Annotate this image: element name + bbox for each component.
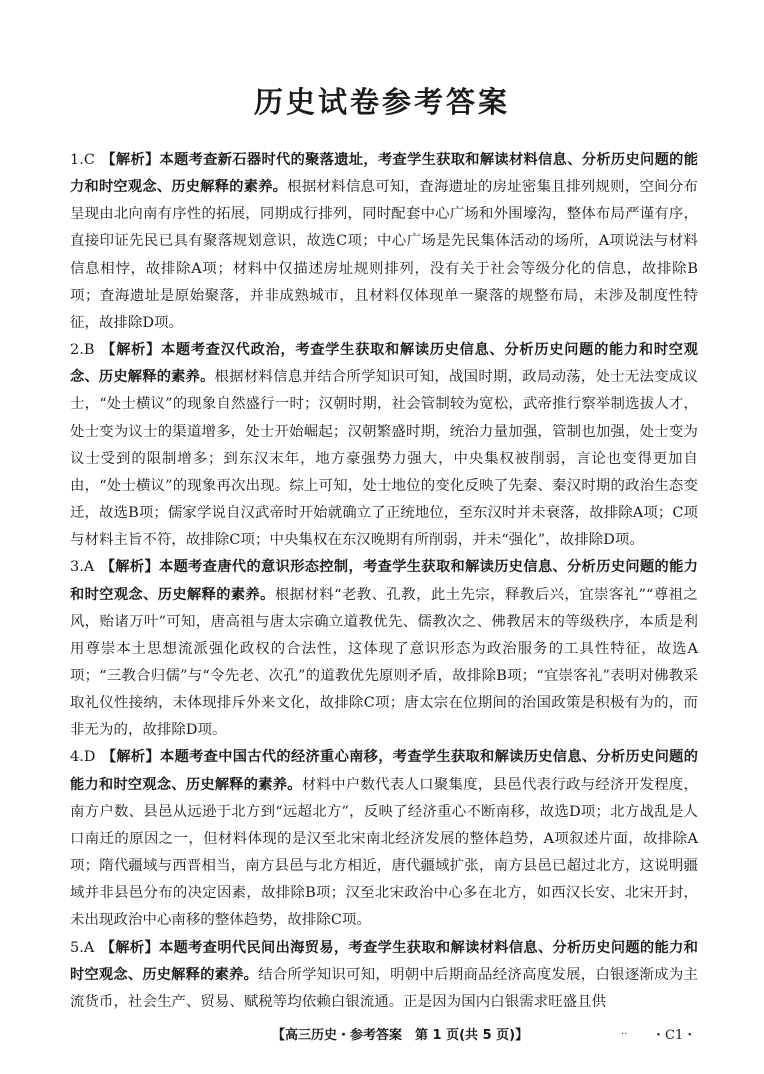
page-title: 历史试卷参考答案 <box>253 85 510 119</box>
answer-body: 根据材料信息并结合所学知识可知，战国时期，政局动荡，处士无法变成议士，“处士横议”的现象自然盛行一时；汉朝时期，社会管制较为宽松，武帝推行察举制选拔人才，处士变为议士的渠道增多，处士开始崛起；汉朝繁盛时期，统治力量加强，管制也加强，处士变为议士受到的限制增多；到东汉末年，地方豪强势力强大，中央集权被削弱，言论也变得更加自由，“处士横议”的现象再次出现。综上可知，处士地位的变化反映了先秦、秦汉时期的政治生态变迁，故选B项；儒家学说自汉武帝时开始就确立了正统地位，至东汉时并未衰落，故排除A项；C项与材料主旨不符，故排除C项；中央集权在东汉晚期有所削弱，并未“强化”，故排除D项。 <box>70 369 698 549</box>
answer-number: 5.A <box>70 939 95 956</box>
footer-mark: .. <box>621 1026 628 1037</box>
footer-code: ・C1・ <box>652 1028 697 1043</box>
answer-body: 根据材料信息可知，査海遗址的房址密集且排列规则，空间分布呈现由北向南有序性的拓展，同期成行排列，同时配套中心广场和外围壕沟，整体布局严谨有序，直接印证先民已具有聚落规划意识，故选C项；中心广场是先民集体活动的场所，A项说法与材料信息相悖，故排除A项；材料中仅描述房址规则排列，没有关于社会等级分化的信息，故排除B项；査海遗址是原始聚落，并非成熟城市，且材料仅体现单一聚落的规整布局，未涉及制度性特征，故排除D项。 <box>70 179 698 331</box>
answer-body: 根据材料“老教、孔教，此土先宗，释教后兴，宜崇客礼”“尊祖之风，贻诸万叶”可知，唐高祖与唐太宗确立道教优先、儒教次之、佛教居末的等级秩序，本质是利用尊崇本土思想流派强化政权的合法性，这体现了意识形态为政治服务的工具性特征，故选A项；“三教合归儒”与“令先老、次孔”的道教优先原则矛盾，故排除B项；“宜崇客礼”表明对佛教采取礼仪性接纳，未体现排斥外来文化，故排除C项；唐太宗在位期间的治国政策是积极有为的，而非无为的，故排除D项。 <box>70 586 698 739</box>
answer-heading: 【解析】本题考查中国古代的经济重心南移，考查学生获取和解读历史信息、分析历史问题的能力和时空观念、历史解释的素养。 <box>70 749 698 793</box>
answer-number: 2.B <box>70 342 95 359</box>
answer-heading: 【解析】本题考查明代民间出海贸易，考查学生获取和解读材料信息、分析历史问题的能力和时空观念、历史解释的素养。 <box>70 939 698 983</box>
answer-number: 4.D <box>70 749 96 766</box>
answer-heading: 【解析】本题考查新石器时代的聚落遗址，考查学生获取和解读材料信息、分析历史问题的能力和时空观念、历史解释的素养。 <box>70 152 698 196</box>
footer-page-info: 【高三历史・参考答案 第 1 页(共 5 页)】 <box>272 1028 529 1043</box>
answer-item-2 <box>70 337 698 554</box>
answer-number: 3.A <box>70 559 95 576</box>
answer-list <box>70 147 698 1016</box>
answer-body: 结合所学知识可知，明朝中后期商品经济高度发展，白银逐渐成为主流货币，社会生产、贸易、赋税等均依赖白银流通。正是因为国内白银需求旺盛且供 <box>70 966 698 1010</box>
answer-number: 1.C <box>70 152 96 168</box>
answer-heading: 【解析】本题考查唐代的意识形态控制，考查学生获取和解读历史信息、分析历史问题的能力和时空观念、历史解释的素养。 <box>70 559 698 603</box>
answer-item-1 <box>70 147 698 337</box>
answer-heading: 【解析】本题考查汉代政治，考查学生获取和解读历史信息、分析历史问题的能力和时空观念、历史解释的素养。 <box>70 342 698 386</box>
page-footer <box>0 1024 764 1044</box>
answer-item-5 <box>70 935 698 1016</box>
answer-item-4 <box>70 744 698 934</box>
answer-item-3 <box>70 554 698 744</box>
answer-body: 材料中户数代表人口聚集度，县邑代表行政与经济开发程度，南方户数、县邑从远逊于北方到“远超北方”，反映了经济重心不断南移，故选D项；北方战乱是人口南迁的原因之一，但材料体现的是汉至北宋南北经济发展的整体趋势，A项叙述片面，故排除A项；隋代疆域与西晋相当，南方县邑与北方相近，唐代疆域扩张，南方县邑已超过北方，这说明疆域并非县邑分布的决定因素，故排除B项；汉至北宋政治中心多在北方，如西汉长安、北宋开封，未出现政治中心南移的整体趋势，故排除C项。 <box>70 776 698 929</box>
